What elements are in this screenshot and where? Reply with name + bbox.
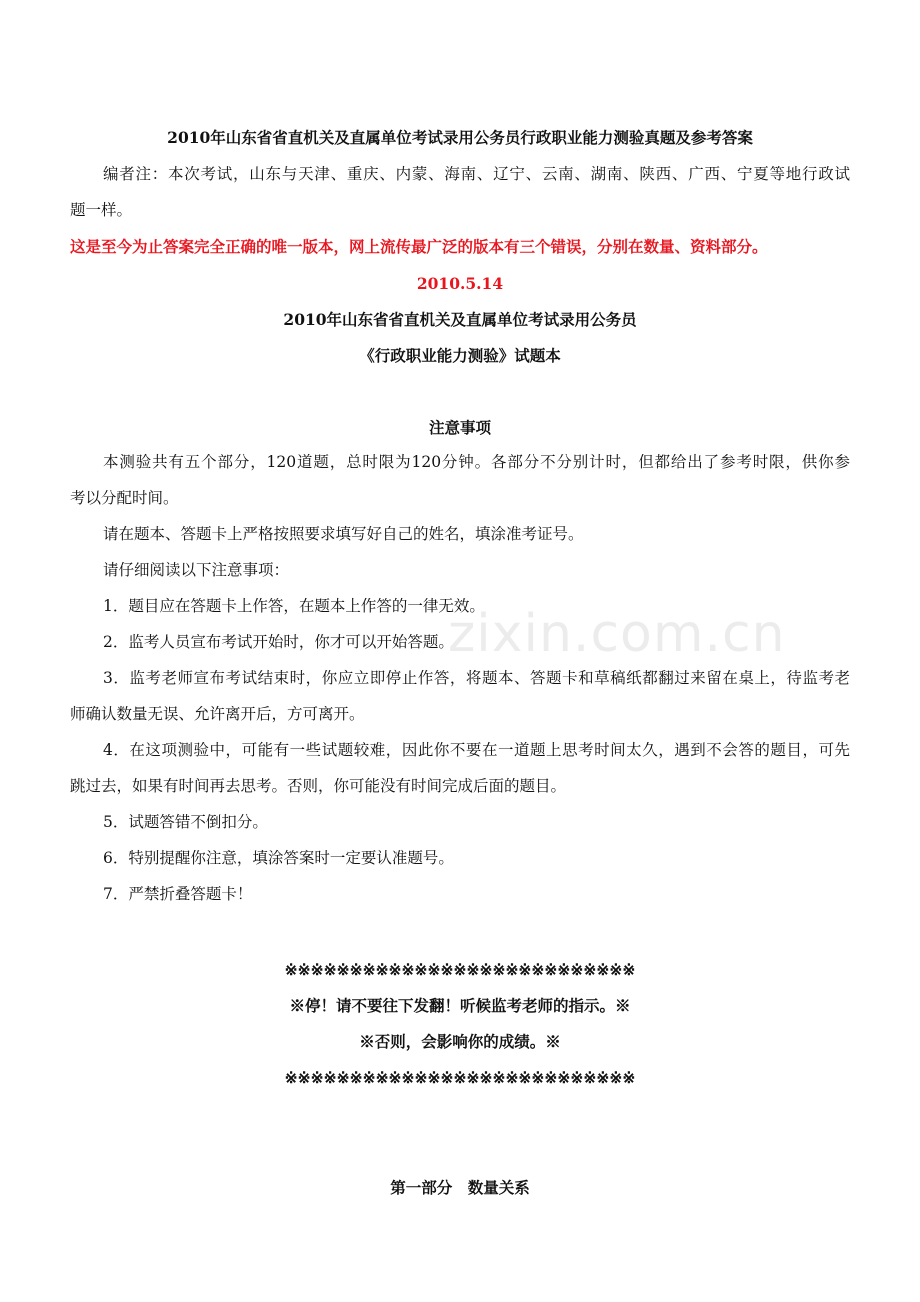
date-line: 2010.5.14	[416, 274, 504, 293]
notice-item-4-line2: 跳过去，如果有时间再去思考。否则，你可能没有时间完成后面的题目。	[70, 777, 567, 795]
editor-note-line2: 题一样。	[70, 201, 133, 219]
para3: 请仔细阅读以下注意事项：	[103, 561, 290, 579]
stars-top-line: ※※※※※※※※※※※※※※※※※※※※※※※※※※※	[284, 960, 636, 979]
notice-item-2: 2．监考人员宣布考试开始时，你才可以开始答题。	[103, 633, 454, 651]
watermark: zixin.com.cn	[448, 604, 786, 664]
stars-bottom-line: ※※※※※※※※※※※※※※※※※※※※※※※※※※※	[284, 1068, 636, 1087]
para1-line1: 本测验共有五个部分，120道题，总时限为120分钟。各部分不分别计时，但都给出了参考时限，供你参	[103, 453, 850, 471]
editor-note-line1: 编者注：本次考试，山东与天津、重庆、内蒙、海南、辽宁、云南、湖南、陕西、广西、宁夏等地行政试	[103, 165, 850, 183]
main-title: 2010年山东省省直机关及直属单位考试录用公务员行政职业能力测验真题及参考答案	[167, 128, 753, 147]
para2: 请在题本、答题卡上严格按照要求填写好自己的姓名，填涂准考证号。	[103, 525, 584, 543]
notice-item-5: 5．试题答错不倒扣分。	[103, 813, 268, 831]
stop-notice-line1: ※停！请不要往下发翻！听候监考老师的指示。※	[289, 996, 631, 1015]
notice-item-3-line2: 师确认数量无误、允许离开后，方可离开。	[70, 705, 365, 723]
stop-notice-line2: ※否则，会影响你的成绩。※	[359, 1032, 561, 1051]
red-notice: 这是至今为止答案完全正确的唯一版本，网上流传最广泛的版本有三个错误，分别在数量、资料部分。	[70, 237, 768, 256]
notice-item-7: 7．严禁折叠答题卡！	[103, 885, 253, 903]
notice-heading: 注意事项	[428, 418, 491, 437]
notice-item-1: 1．题目应在答题卡上作答，在题本上作答的一律无效。	[103, 597, 485, 615]
notice-item-4-line1: 4．在这项测验中，可能有一些试题较难，因此你不要在一道题上思考时间太久，遇到不会答的题目，可先	[103, 741, 850, 759]
section-title: 第一部分 数量关系	[390, 1178, 530, 1197]
notice-item-3-line1: 3．监考老师宣布考试结束时，你应立即停止作答，将题本、答题卡和草稿纸都翻过来留在桌上，待监考老	[103, 669, 850, 687]
notice-item-6: 6．特别提醒你注意，填涂答案时一定要认准题号。	[103, 849, 454, 867]
para1-line2: 考以分配时间。	[70, 489, 179, 507]
subtitle-line2: 《行政职业能力测验》试题本	[359, 346, 561, 365]
subtitle-line1: 2010年山东省省直机关及直属单位考试录用公务员	[283, 310, 637, 329]
